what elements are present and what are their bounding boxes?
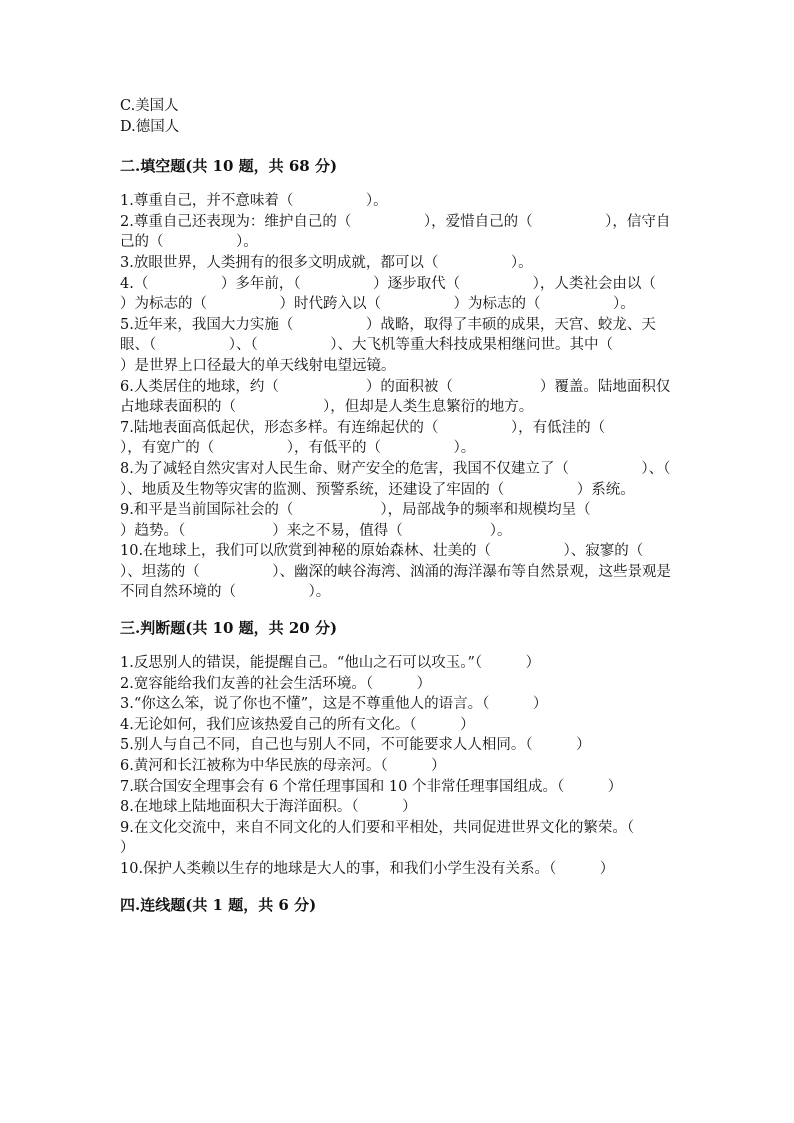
fill-blank-question: 5.近年来，我国大力实施（ ）战略，取得了丰硕的成果，天宫、蛟龙、天眼、（ ）、（ ）、大飞机等重大科技成果相继问世。其中（ ）是世界上口径最大的单天线射电望远镜。 bbox=[120, 316, 686, 374]
true-false-question: 5.别人与自己不同，自己也与别人不同，不可能要求人人相同。（ ） bbox=[120, 737, 591, 754]
exam-page bbox=[120, 96, 743, 930]
fill-blank-question-list bbox=[120, 191, 743, 603]
fill-blank-question: 8.为了减轻自然灾害对人民生命、财产安全的危害，我国不仅建立了（ ）、（ ）、地质及生物等灾害的监测、预警系统，还建设了牢固的（ ）系统。 bbox=[120, 460, 743, 498]
true-false-question: 3.“你这么笨，说了你也不懂”，这是不尊重他人的语言。（ ） bbox=[120, 696, 548, 713]
true-false-question: 6.黄河和长江被称为中华民族的母亲河。（ ） bbox=[120, 758, 446, 775]
fill-blank-question: 1.尊重自己，并不意味着（ ）。 bbox=[120, 193, 388, 210]
section-heading-fill-blank: 二.填空题(共 10 题，共 68 分) bbox=[120, 157, 338, 176]
true-false-question: 9.在文化交流中，来自不同文化的人们要和平相处，共同促进世界文化的繁荣。（ ） bbox=[120, 819, 678, 857]
fill-blank-question: 7.陆地表面高低起伏，形态多样。有连绵起伏的（ ），有低洼的（ ），有宽广的（ ），有低平的（ ）。 bbox=[120, 419, 678, 457]
true-false-question: 4.无论如何，我们应该热爱自己的所有文化。（ ） bbox=[120, 716, 475, 733]
option-d: D.德国人 bbox=[120, 118, 180, 135]
option-c: C.美国人 bbox=[120, 98, 179, 114]
section-heading-matching: 四.连线题(共 1 题，共 6 分) bbox=[120, 895, 317, 914]
fill-blank-question: 4.（ ）多年前，（ ）逐步取代（ ），人类社会由以（ ）为标志的（ ）时代跨入以（ ）为标志的（ ）。 bbox=[120, 275, 729, 313]
true-false-question: 7.联合国安全理事会有 6 个常任理事国和 10 个非常任理事国组成。（ ） bbox=[120, 778, 623, 795]
fill-blank-question: 3.放眼世界，人类拥有的很多文明成就，都可以（ ）。 bbox=[120, 254, 533, 271]
fill-blank-question: 10.在地球上，我们可以欣赏到神秘的原始森林、壮美的（ ）、寂寥的（ ）、坦荡的（ ）、幽深的峡谷海湾、汹涌的海洋瀑布等自然景观，这些景观是不同自然环境的（ ）。 bbox=[120, 543, 716, 601]
true-false-question-list bbox=[120, 653, 680, 880]
fill-blank-question: 2.尊重自己还表现为：维护自己的（ ），爱惜自己的（ ），信守自己的（ ）。 bbox=[120, 213, 671, 251]
true-false-question: 2.宽容能给我们友善的社会生活环境。（ ） bbox=[120, 675, 432, 692]
true-false-question: 10.保护人类赖以生存的地球是大人的事，和我们小学生没有关系。（ ） bbox=[120, 861, 615, 877]
fill-blank-question: 6.人类居住的地球，约（ ）的面积被（ ）覆盖。陆地面积仅占地球表面积的（ ），但却是人类生息繁衍的地方。 bbox=[120, 378, 671, 416]
section-heading-true-false: 三.判断题(共 10 题，共 20 分) bbox=[120, 619, 338, 638]
true-false-question: 8.在地球上陆地面积大于海洋面积。（ ） bbox=[120, 799, 417, 816]
true-false-question: 1.反思别人的错误，能提醒自己。“他山之石可以攻玉。”（ ） bbox=[120, 655, 541, 672]
fill-blank-question: 9.和平是当前国际社会的（ ），局部战争的频率和规模均呈（ ）趋势。（ ）来之不易，值得（ ）。 bbox=[120, 502, 678, 539]
